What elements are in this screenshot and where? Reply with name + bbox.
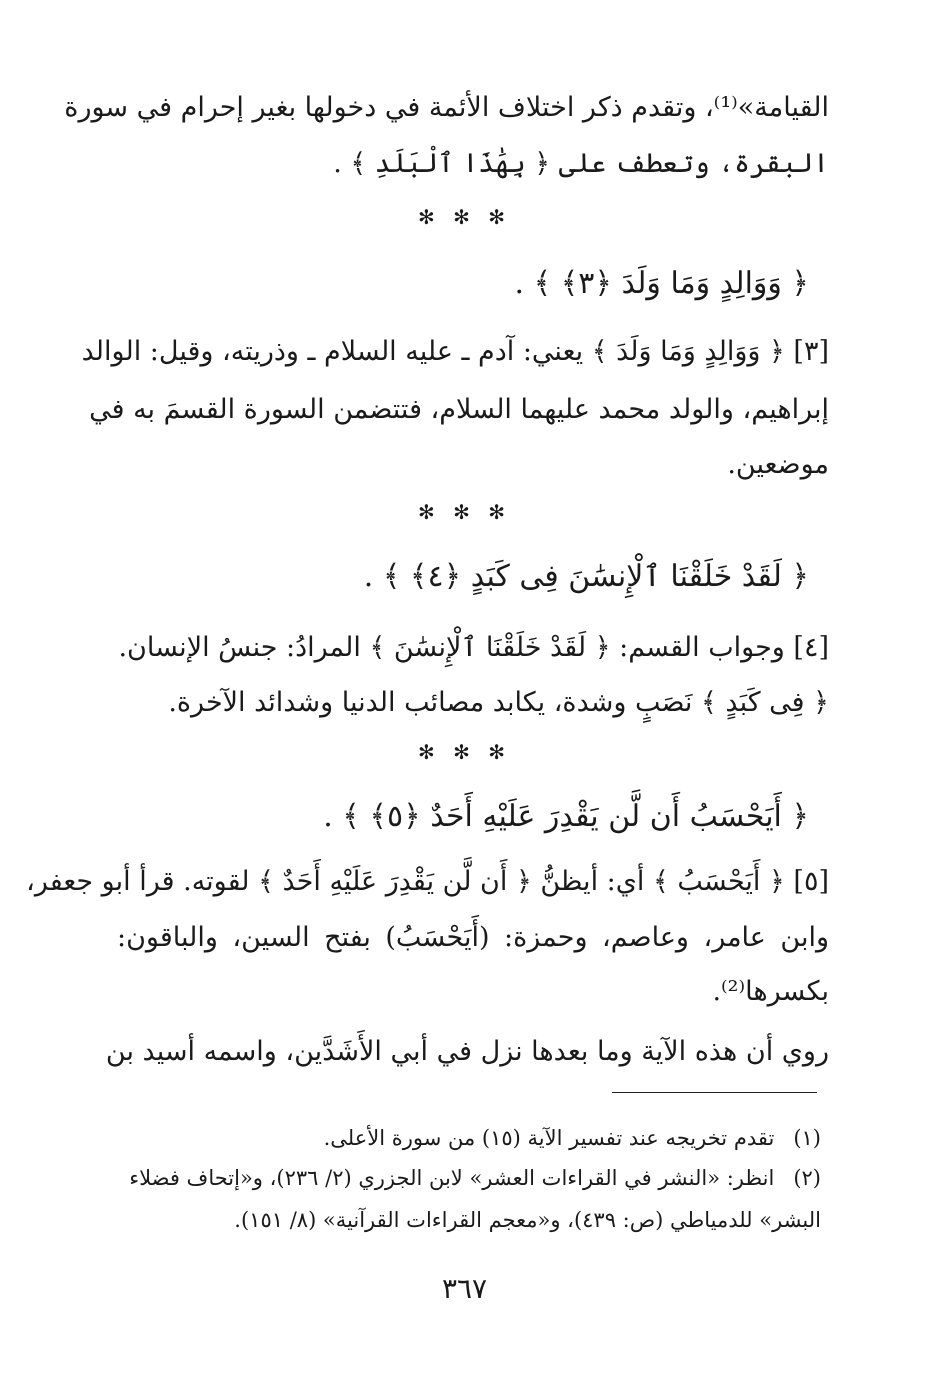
paragraph-3-line-1: [٣] ﴿ وَوَالِدٍ وَمَا وَلَدَ ﴾ يعني: آدم ـ عليه السلام ـ وذريته، وقيل: الوالد — [81, 336, 829, 367]
footnote-2-text-2: البشر» للدمياطي (ص: ٤٣٩)، و«معجم القراءات القرآنية» (٨/ ١٥١). — [234, 1208, 821, 1232]
footnote-1-number: (١) — [793, 1126, 821, 1150]
paragraph-4-line-2: ﴿ فِى كَبَدٍ ﴾ نَصَبٍ وشدة، يكابد مصائب الدنيا وشدائد الآخرة. — [168, 687, 829, 718]
paragraph-5-line-2: وابن عامر، وعاصم، وحمزة: (أَيَحْسَبُ) بفتح السين، والباقون: — [117, 922, 829, 953]
paragraph-5-line-1: [٥] ﴿ أَيَحْسَبُ ﴾ أي: أيظنُّ ﴿ أَن لَّن يَقْدِرَ عَلَيْهِ أَحَدٌ ﴾ لقوته. قرأ أبو جعفر، — [26, 866, 829, 897]
quran-verse-5: ﴿ أَيَحْسَبُ أَن لَّن يَقْدِرَ عَلَيْهِ أَحَدٌ ﴿٥﴾ ﴾ . — [323, 799, 809, 834]
paragraph-5-line-3: بكسرها⁽²⁾. — [712, 976, 829, 1007]
footnote-2-line-1 — [111, 1163, 821, 1193]
footnote-1 — [111, 1123, 821, 1153]
paragraph-1-line-2: البقرة، وتعطف على ﴿ بِهَٰذَا ٱلْبَلَدِ ﴾ . — [333, 148, 829, 179]
section-separator-1: ✻ ✻ ✻ — [418, 205, 511, 229]
page-number: ٣٦٧ — [441, 1272, 488, 1305]
footnote-2-number: (٢) — [793, 1166, 821, 1190]
footnote-1-text: تقدم تخريجه عند تفسير الآية (١٥) من سورة الأعلى. — [323, 1126, 775, 1150]
footnote-2-text-1: انظر: «النشر في القراءات العشر» لابن الجزري (٢/ ٢٣٦)، و«إتحاف فضلاء — [129, 1166, 775, 1190]
quran-verse-3: ﴿ وَوَالِدٍ وَمَا وَلَدَ ﴿٣﴾ ﴾ . — [514, 266, 809, 301]
quran-verse-4: ﴿ لَقَدْ خَلَقْنَا ٱلْإِنسَٰنَ فِى كَبَدٍ ﴿٤﴾ ﴾ . — [363, 559, 809, 594]
footnote-2-line-2 — [111, 1205, 821, 1235]
paragraph-6-line-1: روي أن هذه الآية وما بعدها نزل في أبي الأَشَدَّين، واسمه أسيد بن — [105, 1036, 829, 1067]
paragraph-3-line-3: موضعين. — [727, 449, 829, 480]
footnote-divider — [612, 1092, 817, 1093]
section-separator-3: ✻ ✻ ✻ — [418, 740, 511, 764]
paragraph-4-line-1: [٤] وجواب القسم: ﴿ لَقَدْ خَلَقْنَا ٱلْإِنسَٰنَ ﴾ المرادُ: جنسُ الإنسان. — [118, 632, 829, 663]
paragraph-1-line-1: القيامة»⁽¹⁾، وتقدم ذكر اختلاف الأئمة في دخولها بغير إحرام في سورة — [64, 92, 829, 123]
paragraph-3-line-2: إبراهيم، والولد محمد عليهما السلام، فتتضمن السورة القسمَ به في — [89, 394, 829, 425]
section-separator-2: ✻ ✻ ✻ — [418, 500, 511, 524]
